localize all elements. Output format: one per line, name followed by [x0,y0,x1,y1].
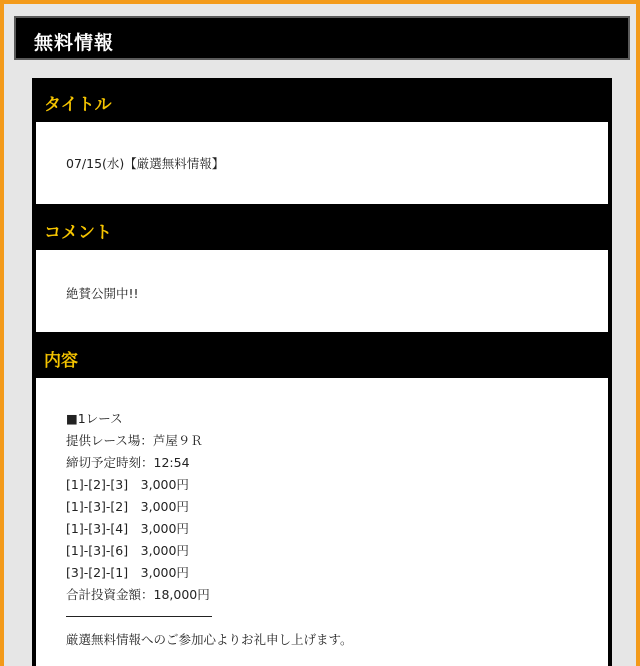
section-body-comment [36,250,608,332]
section-heading-label: 内容 [44,351,78,371]
section-body-title [36,122,608,204]
info-card [32,78,612,666]
page-header [14,16,630,60]
section-heading-label: コメント [44,223,112,243]
section-heading-title [34,80,610,122]
content-line: ■1レース [66,411,123,426]
section-heading-comment [34,208,610,250]
comment-text: 絶賛公開中!! [66,286,139,301]
section-heading-label: タイトル [44,95,112,115]
content-line: [1]-[2]-[3] 3,000円 [66,477,189,492]
content-line: [3]-[2]-[1] 3,000円 [66,565,189,580]
content-lines [66,408,353,651]
content-line: [1]-[3]-[6] 3,000円 [66,543,189,558]
page-title: 無料情報 [34,32,115,54]
title-text: 07/15(水)【厳選無料情報】 [66,156,225,171]
divider [66,616,212,617]
content-footer: 厳選無料情報へのご参加心よりお礼申し上げます。 [66,632,353,647]
content-line: 提供レース場：芦屋９Ｒ [66,433,203,448]
content-line: [1]-[3]-[4] 3,000円 [66,521,189,536]
section-heading-content [34,336,610,378]
content-line: [1]-[3]-[2] 3,000円 [66,499,189,514]
content-line: 合計投資金額：18,000円 [66,587,210,602]
section-body-content [36,378,608,666]
content-line: 締切予定時刻：12:54 [66,455,190,470]
